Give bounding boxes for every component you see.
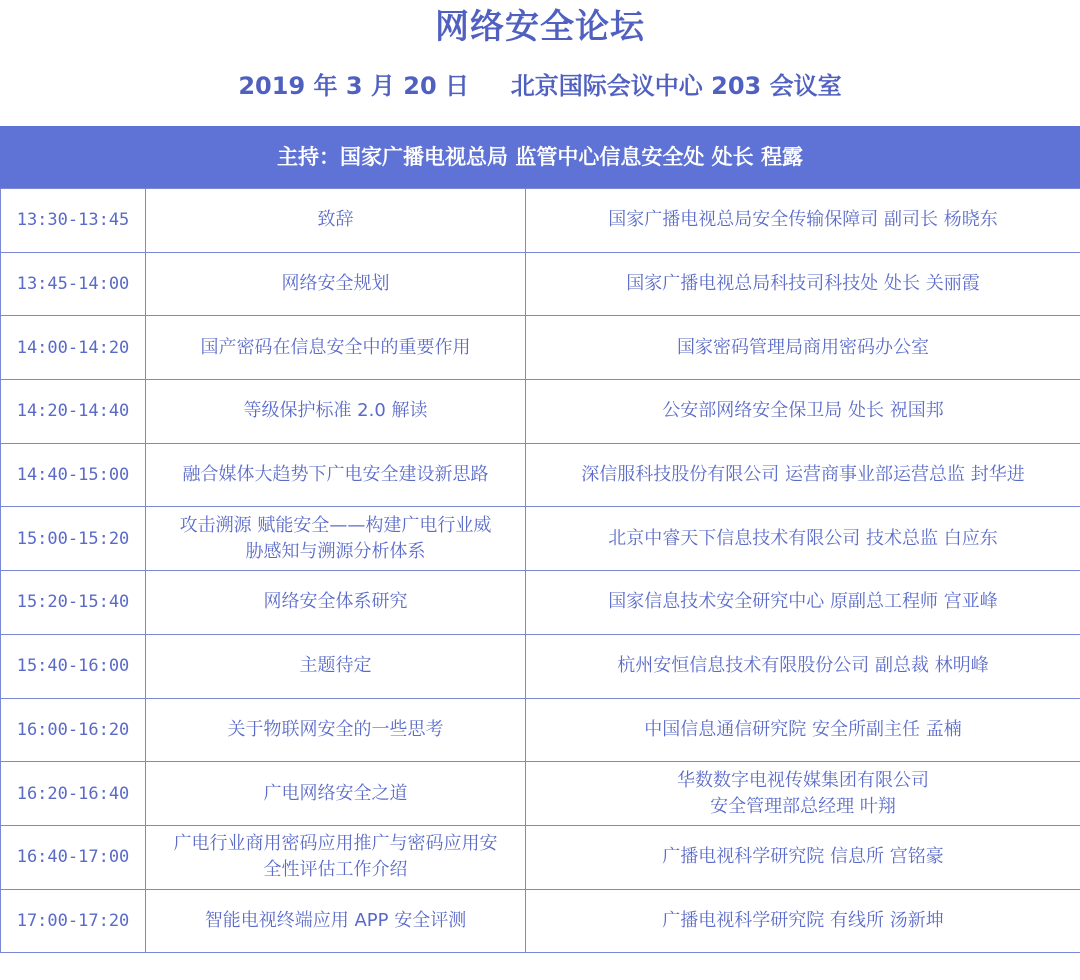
session-speaker — [526, 889, 1080, 953]
page-title: 网络安全论坛 — [435, 7, 645, 47]
session-topic-line: 等级保护标准 2.0 解读 — [243, 400, 428, 422]
session-speaker — [526, 698, 1080, 762]
event-date-location: 2019 年 3 月 20 日 北京国际会议中心 203 会议室 — [238, 72, 842, 100]
table-row — [1, 571, 1080, 635]
session-time: 13:45-14:00 — [1, 252, 146, 316]
session-topic-line: 致辞 — [317, 209, 354, 231]
session-speaker-line: 深信服科技股份有限公司 运营商事业部运营总监 封华进 — [581, 464, 1025, 486]
session-time: 14:00-14:20 — [1, 316, 146, 380]
table-row — [1, 889, 1080, 953]
session-topic-line: 融合媒体大趋势下广电安全建设新思路 — [182, 464, 489, 486]
table-row — [1, 507, 1080, 571]
session-speaker-line: 广播电视科学研究院 有线所 汤新坤 — [662, 909, 944, 931]
session-topic-line: 广电行业商用密码应用推广与密码应用安 — [173, 833, 498, 855]
table-row — [1, 762, 1080, 826]
session-topic — [146, 380, 526, 444]
session-topic-line: 网络安全规划 — [281, 273, 390, 295]
session-speaker-line: 杭州安恒信息技术有限股份公司 副总裁 林明峰 — [617, 655, 989, 677]
session-topic-line: 广电网络安全之道 — [263, 782, 408, 804]
session-time: 15:00-15:20 — [1, 507, 146, 571]
session-speaker-line: 广播电视科学研究院 信息所 宫铭豪 — [662, 846, 944, 868]
session-time: 14:20-14:40 — [1, 380, 146, 444]
session-speaker — [526, 252, 1080, 316]
session-speaker-line: 国家广播电视总局科技司科技处 处长 关丽霞 — [626, 273, 980, 295]
session-time: 16:20-16:40 — [1, 762, 146, 826]
session-topic — [146, 507, 526, 571]
session-topic-line: 胁感知与溯源分析体系 — [245, 540, 426, 562]
session-topic — [146, 443, 526, 507]
schedule-table — [0, 188, 1080, 953]
session-speaker — [526, 380, 1080, 444]
table-row — [1, 380, 1080, 444]
session-topic — [146, 189, 526, 253]
session-speaker-line: 国家密码管理局商用密码办公室 — [677, 336, 929, 358]
session-speaker-line: 安全管理部总经理 叶翔 — [710, 795, 896, 817]
session-time: 17:00-17:20 — [1, 889, 146, 953]
session-topic-line: 关于物联网安全的一些思考 — [227, 718, 444, 740]
table-row — [1, 316, 1080, 380]
session-speaker — [526, 762, 1080, 826]
session-topic — [146, 762, 526, 826]
session-topic-line: 智能电视终端应用 APP 安全评测 — [204, 909, 467, 931]
session-speaker — [526, 189, 1080, 253]
session-time: 15:20-15:40 — [1, 571, 146, 635]
schedule-body — [1, 189, 1080, 953]
session-time: 16:00-16:20 — [1, 698, 146, 762]
session-topic-line: 主题待定 — [299, 655, 372, 677]
session-speaker — [526, 507, 1080, 571]
session-topic — [146, 316, 526, 380]
session-speaker-line: 公安部网络安全保卫局 处长 祝国邦 — [662, 400, 944, 422]
session-topic-line: 网络安全体系研究 — [263, 591, 408, 613]
session-speaker-line: 北京中睿天下信息技术有限公司 技术总监 白应东 — [608, 527, 998, 549]
session-topic-line: 全性评估工作介绍 — [263, 859, 408, 881]
session-time: 14:40-15:00 — [1, 443, 146, 507]
session-topic — [146, 634, 526, 698]
table-row — [1, 634, 1080, 698]
session-topic — [146, 571, 526, 635]
session-time: 16:40-17:00 — [1, 825, 146, 889]
table-row — [1, 189, 1080, 253]
session-speaker-line: 华数数字电视传媒集团有限公司 — [677, 769, 929, 791]
session-speaker-line: 国家广播电视总局安全传输保障司 副司长 杨晓东 — [608, 209, 998, 231]
session-speaker — [526, 634, 1080, 698]
session-time: 15:40-16:00 — [1, 634, 146, 698]
session-topic — [146, 825, 526, 889]
session-topic-line: 国产密码在信息安全中的重要作用 — [200, 336, 471, 358]
table-row — [1, 825, 1080, 889]
session-speaker — [526, 443, 1080, 507]
session-topic — [146, 252, 526, 316]
session-topic — [146, 889, 526, 953]
session-topic — [146, 698, 526, 762]
session-speaker-line: 中国信息通信研究院 安全所副主任 孟楠 — [644, 718, 962, 740]
session-time: 13:30-13:45 — [1, 189, 146, 253]
table-row — [1, 252, 1080, 316]
session-speaker — [526, 825, 1080, 889]
session-speaker-line: 国家信息技术安全研究中心 原副总工程师 宫亚峰 — [608, 591, 998, 613]
table-row — [1, 698, 1080, 762]
session-topic-line: 攻击溯源 赋能安全——构建广电行业威 — [179, 514, 492, 536]
host-banner: 主持：国家广播电视总局 监管中心信息安全处 处长 程露 — [0, 126, 1080, 188]
table-row — [1, 443, 1080, 507]
session-speaker — [526, 316, 1080, 380]
session-speaker — [526, 571, 1080, 635]
